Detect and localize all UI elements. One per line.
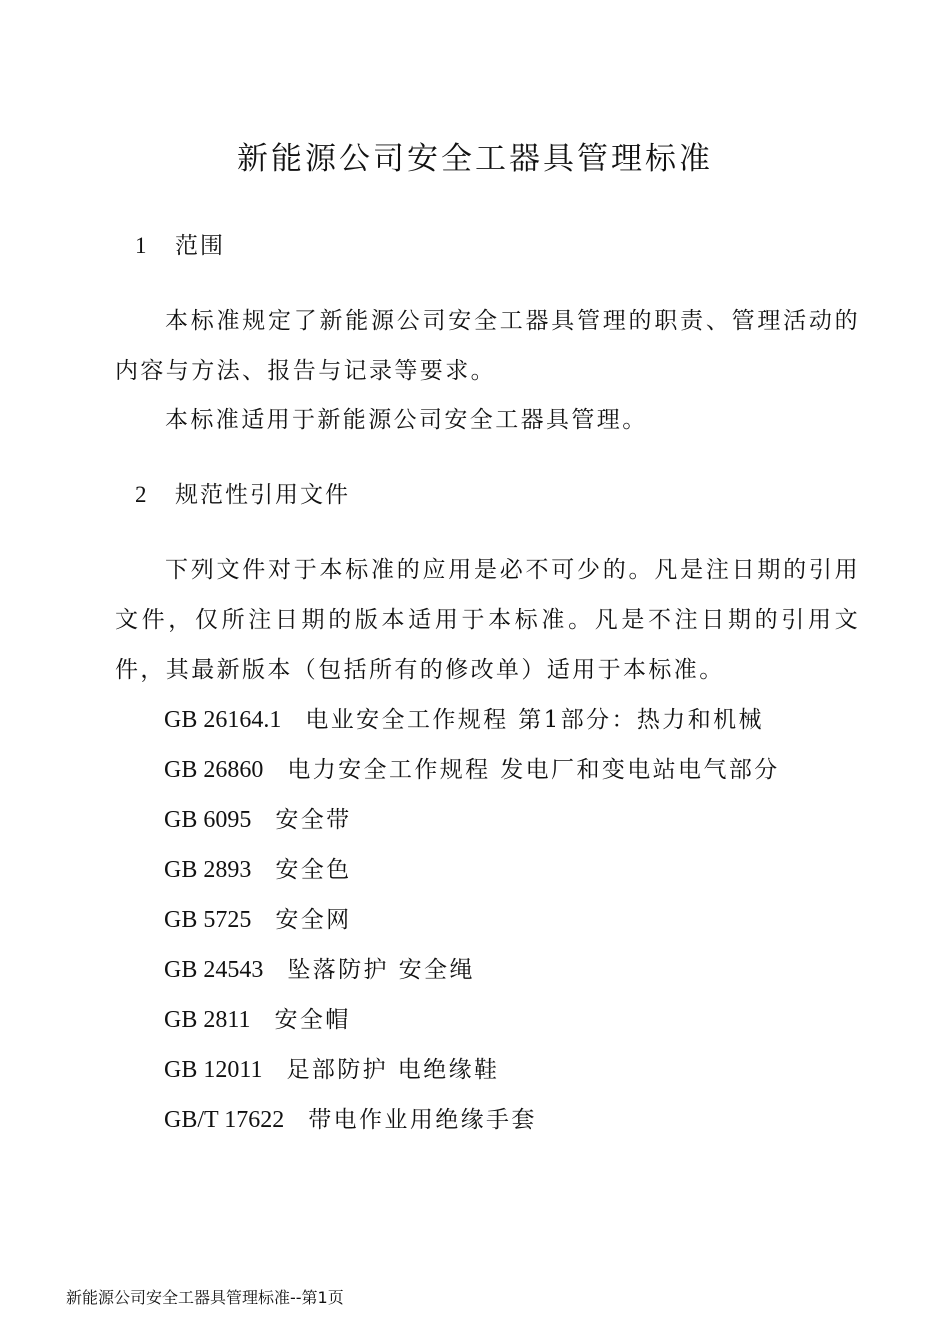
scope-applicability-paragraph: 本标准适用于新能源公司安全工器具管理。 bbox=[165, 407, 648, 433]
section-number: 2 bbox=[135, 482, 149, 507]
reference-item bbox=[164, 945, 780, 995]
reference-name: 电力安全工作规程 发电厂和变电站电气部分 bbox=[287, 757, 780, 783]
reference-item bbox=[164, 745, 780, 795]
reference-name: 坠落防护 安全绳 bbox=[287, 957, 475, 983]
section-number: 1 bbox=[135, 233, 149, 258]
reference-name: 安全色 bbox=[275, 857, 352, 883]
section-heading-scope bbox=[135, 230, 225, 262]
reference-name: 安全帽 bbox=[274, 1007, 351, 1033]
reference-item bbox=[164, 1095, 780, 1145]
reference-code: GB 12011 bbox=[164, 1057, 263, 1083]
reference-name: 带电作业用绝缘手套 bbox=[308, 1107, 537, 1133]
document-title: 新能源公司安全工器具管理标准 bbox=[237, 141, 713, 177]
reference-code: GB 26164.1 bbox=[164, 707, 282, 733]
reference-code: GB 2893 bbox=[164, 857, 252, 883]
reference-name: 足部防护 电绝缘鞋 bbox=[286, 1057, 500, 1083]
reference-item bbox=[164, 1045, 780, 1095]
section-title: 范围 bbox=[175, 233, 225, 259]
section-title: 规范性引用文件 bbox=[175, 482, 350, 508]
reference-code: GB 6095 bbox=[164, 807, 252, 833]
reference-list bbox=[164, 695, 780, 1145]
reference-item bbox=[164, 695, 780, 745]
section-heading-normative-references bbox=[135, 479, 350, 511]
reference-code: GB 24543 bbox=[164, 957, 264, 983]
reference-code: GB/T 17622 bbox=[164, 1107, 285, 1133]
reference-code: GB 26860 bbox=[164, 757, 264, 783]
reference-item bbox=[164, 995, 780, 1045]
reference-code: GB 5725 bbox=[164, 907, 252, 933]
reference-name: 安全网 bbox=[275, 907, 352, 933]
reference-item bbox=[164, 895, 780, 945]
reference-item bbox=[164, 845, 780, 895]
reference-code: GB 2811 bbox=[164, 1007, 251, 1033]
references-intro-paragraph: 下列文件对于本标准的应用是必不可少的。凡是注日期的引用文件，仅所注日期的版本适用于本标准。凡是不注日期的引用文件，其最新版本（包括所有的修改单）适用于本标准。 bbox=[115, 557, 860, 683]
scope-paragraph: 本标准规定了新能源公司安全工器具管理的职责、管理活动的内容与方法、报告与记录等要求。 bbox=[115, 308, 860, 384]
reference-name: 安全带 bbox=[275, 807, 352, 833]
page-footer: 新能源公司安全工器具管理标准--第1页 bbox=[66, 1288, 344, 1307]
reference-name: 电业安全工作规程 第1部分：热力和机械 bbox=[305, 707, 764, 733]
reference-item bbox=[164, 795, 780, 845]
